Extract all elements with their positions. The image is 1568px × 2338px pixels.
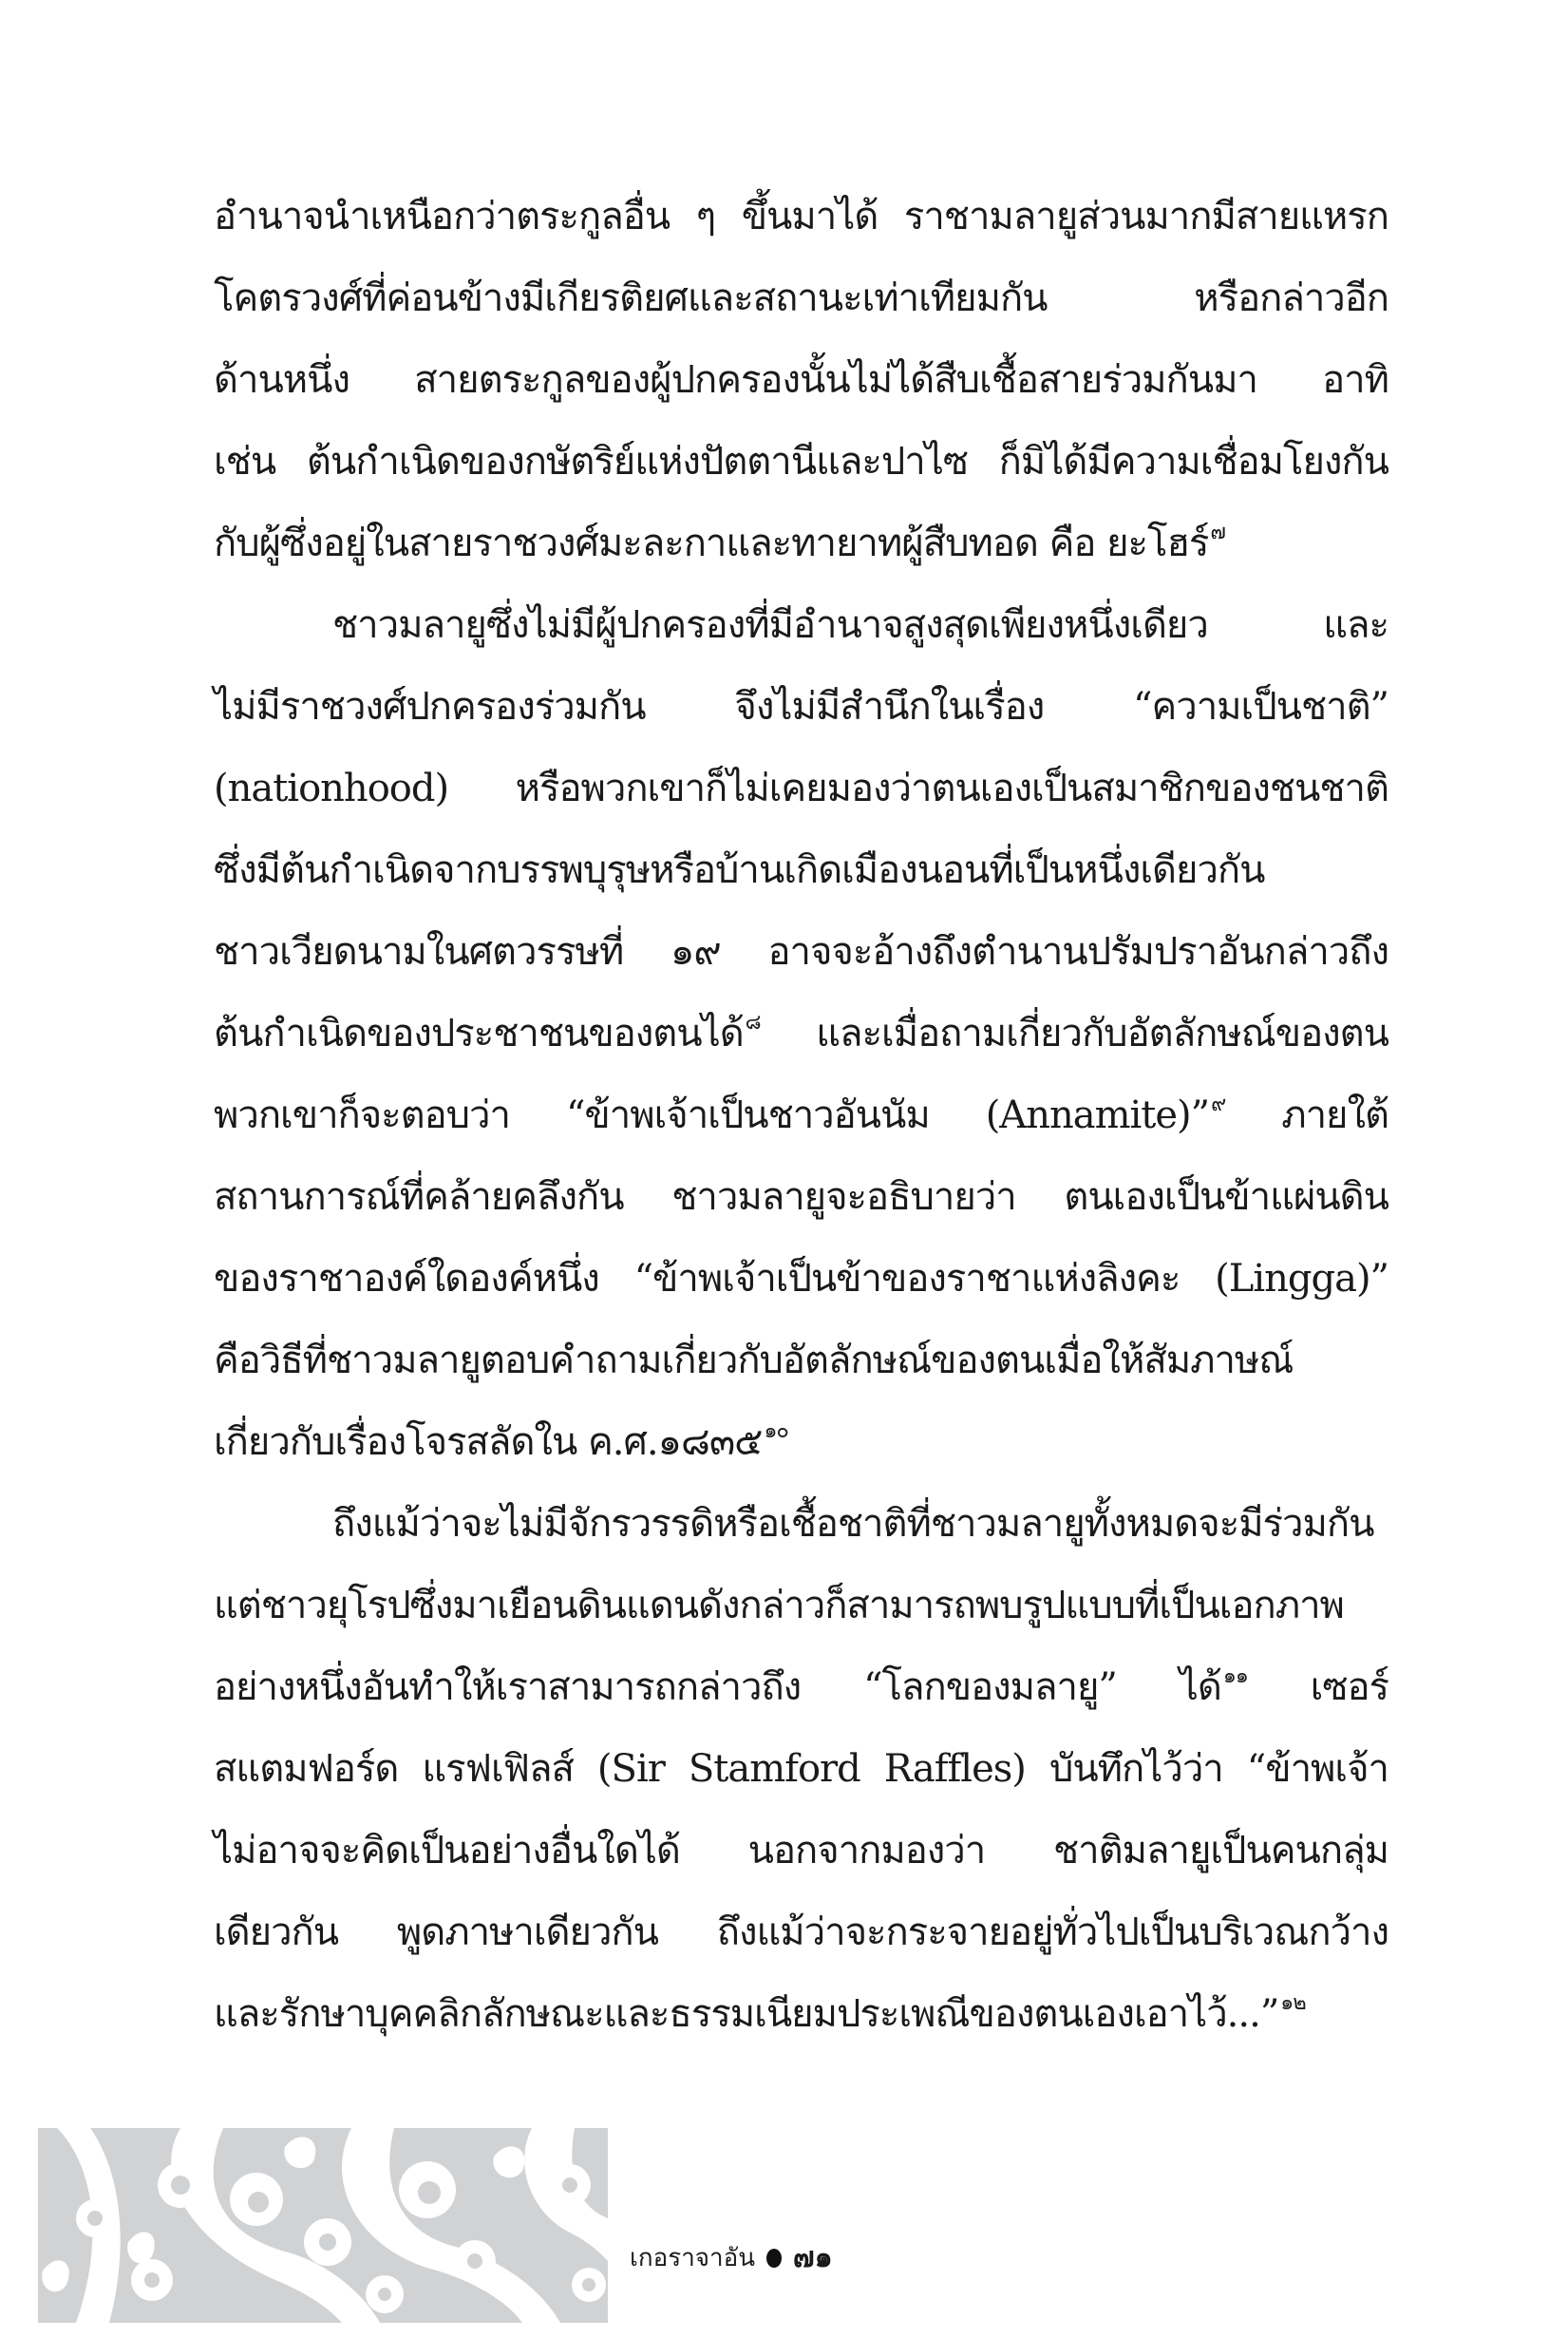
line-text: สถานการณ์ที่คล้ายคลึงกัน ชาวมลายูจะอธิบายว่า ตนเองเป็นข้าแผ่นดิน	[214, 1175, 1389, 1219]
text-line	[214, 911, 1389, 993]
text-line	[214, 993, 1389, 1074]
line-text: ด้านหนึ่ง สายตระกูลของผู้ปกครองนั้นไม่ได้สืบเชื้อสายร่วมกันมา อาทิ	[214, 358, 1389, 402]
line-text-tail: และเมื่อถามเกี่ยวกับอัตลักษณ์ของตน	[760, 1012, 1389, 1055]
text-line	[214, 257, 1389, 339]
text-line	[214, 1728, 1389, 1810]
footnote-marker: ๗	[1210, 521, 1225, 544]
text-line	[214, 1973, 1389, 2055]
text-line	[214, 748, 1389, 829]
line-text: ซึ่งมีต้นกำเนิดจากบรรพบุรุษหรือบ้านเกิดเมืองนอนที่เป็นหนึ่งเดียวกัน	[214, 848, 1265, 892]
text-line	[214, 829, 1389, 911]
line-text-tail: ภายใต้	[1225, 1093, 1389, 1137]
line-text: แต่ชาวยุโรปซึ่งมาเยือนดินแดนดังกล่าวก็สามารถพบรูปแบบที่เป็นเอกภาพ	[214, 1584, 1344, 1627]
text-line	[214, 1483, 1389, 1565]
line-text: ไม่อาจจะคิดเป็นอย่างอื่นใดได้ นอกจากมองว่า ชาติมลายูเป็นคนกลุ่ม	[214, 1829, 1389, 1872]
line-text: เกี่ยวกับเรื่องโจรสลัดใน ค.ศ.๑๘๓๕	[214, 1420, 763, 1464]
footnote-marker: ๘	[745, 1011, 761, 1035]
text-line	[214, 339, 1389, 421]
line-text: ชาวเวียดนามในศตวรรษที่ ๑๙ อาจจะอ้างถึงตำนานปรัมปราอันกล่าวถึง	[214, 930, 1389, 974]
line-text: เช่น ต้นกำเนิดของกษัตริย์แห่งปัตตานีและปาไซ ก็มิได้มีความเชื่อมโยงกัน	[214, 440, 1389, 484]
text-line	[214, 1074, 1389, 1156]
line-text: และรักษาบุคคลิกลักษณะและธรรมเนียมประเพณีของตนเองเอาไว้...”	[214, 1992, 1279, 2036]
line-text: พวกเขาก็จะตอบว่า “ข้าพเจ้าเป็นชาวอันนัม (Annamite)”	[214, 1093, 1210, 1137]
footnote-marker: ๑๑	[1222, 1664, 1248, 1688]
line-text: ชาวมลายูซึ่งไม่มีผู้ปกครองที่มีอำนาจสูงสุดเพียงหนึ่งเดียว และ	[332, 603, 1389, 647]
text-line	[214, 584, 1389, 666]
running-footer	[630, 2239, 833, 2277]
text-line	[214, 666, 1389, 748]
page-number: ๗๑	[793, 2241, 833, 2274]
text-line	[214, 1320, 1389, 1401]
floral-scroll-ornament-icon	[38, 2128, 608, 2323]
line-text: อำนาจนำเหนือกว่าตระกูลอื่น ๆ ขึ้นมาได้ ราชามลายูส่วนมากมีสายแหรก	[214, 195, 1389, 238]
text-line	[214, 1646, 1389, 1728]
text-line	[214, 176, 1389, 257]
line-text: (nationhood) หรือพวกเขาก็ไม่เคยมองว่าตนเองเป็นสมาชิกของชนชาติ	[214, 767, 1389, 810]
line-text-tail: เซอร์	[1247, 1665, 1389, 1709]
line-text: ถึงแม้ว่าจะไม่มีจักรวรรดิหรือเชื้อชาติที่ชาวมลายูทั้งหมดจะมีร่วมกัน	[332, 1502, 1374, 1546]
line-text: กับผู้ซึ่งอยู่ในสายราชวงศ์มะละกาและทายาทผู้สืบทอด คือ ยะโฮร์	[214, 522, 1209, 565]
text-line	[214, 1565, 1389, 1646]
line-text: โคตรวงศ์ที่ค่อนข้างมีเกียรติยศและสถานะเท่าเทียมกัน หรือกล่าวอีก	[214, 276, 1389, 320]
body-text	[214, 176, 1389, 2055]
running-title: เกอราจาอัน	[630, 2244, 756, 2272]
text-line	[214, 1810, 1389, 1891]
line-text: สแตมฟอร์ด แรฟเฟิลส์ (Sir Stamford Raffles) บันทึกไว้ว่า “ข้าพเจ้า	[214, 1747, 1389, 1791]
line-text: คือวิธีที่ชาวมลายูตอบคำถามเกี่ยวกับอัตลักษณ์ของตนเมื่อให้สัมภาษณ์	[214, 1339, 1294, 1382]
line-text: ต้นกำเนิดของประชาชนของตนได้	[214, 1012, 744, 1055]
footnote-marker: ๑๒	[1280, 1991, 1306, 2015]
bullet-separator-icon	[766, 2249, 782, 2268]
line-text: อย่างหนึ่งอันทำให้เราสามารถกล่าวถึง “โลกของมลายู” ได้	[214, 1665, 1221, 1709]
text-line	[214, 1891, 1389, 1973]
footnote-marker: ๑๐	[764, 1419, 788, 1443]
footnote-marker: ๙	[1211, 1093, 1226, 1116]
line-text: ของราชาองค์ใดองค์หนึ่ง “ข้าพเจ้าเป็นข้าของราชาแห่งลิงคะ (Lingga)”	[214, 1257, 1389, 1301]
line-text: เดียวกัน พูดภาษาเดียวกัน ถึงแม้ว่าจะกระจายอยู่ทั่วไปเป็นบริเวณกว้าง	[214, 1910, 1389, 1954]
text-line	[214, 1238, 1389, 1320]
text-line	[214, 421, 1389, 503]
text-line	[214, 1401, 1389, 1483]
text-line	[214, 1156, 1389, 1238]
text-line	[214, 503, 1389, 584]
line-text: ไม่มีราชวงศ์ปกครองร่วมกัน จึงไม่มีสำนึกในเรื่อง “ความเป็นชาติ”	[214, 685, 1389, 729]
